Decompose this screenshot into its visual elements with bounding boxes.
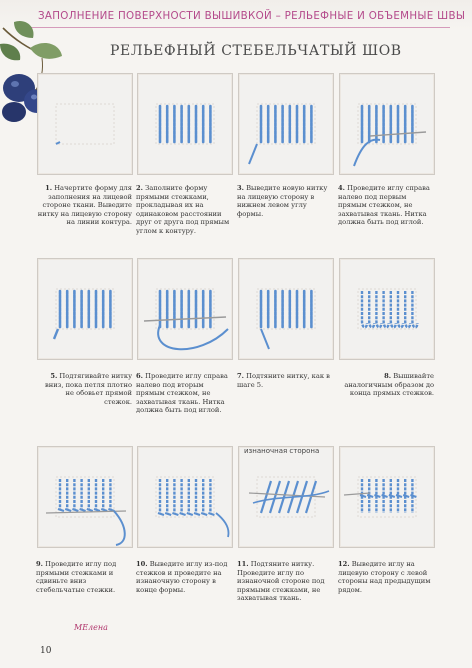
step-4-caption <box>338 184 434 227</box>
step-7-illustration <box>238 258 334 360</box>
step-text: Подтяните нитку. Проведите иглу по изнаночной стороне под прямыми стежками, не захватывая ткань. <box>237 560 325 603</box>
author-signature: МЕлена <box>74 623 108 632</box>
step-number: 5. <box>50 372 58 380</box>
step-2-illustration <box>137 73 233 175</box>
step-text: Проведите иглу справа налево под первым прямым стежком, не захватывая ткань. Нитка должна быть под иглой. <box>338 184 430 227</box>
step-number: 6. <box>136 372 143 380</box>
step-number: 2. <box>136 184 143 192</box>
step-number: 10. <box>136 560 148 568</box>
stitch-diagram <box>38 447 132 547</box>
stitch-diagram <box>138 74 232 174</box>
stitch-diagram <box>340 447 434 547</box>
step-6-caption <box>136 372 232 415</box>
stitch-diagram <box>38 74 132 174</box>
step-number: 3. <box>237 184 244 192</box>
stitch-diagram <box>138 447 232 547</box>
stitch-diagram <box>239 74 333 174</box>
step-12-illustration <box>339 446 435 548</box>
step-4-illustration <box>339 73 435 175</box>
step-8-caption <box>338 372 434 398</box>
wrong-side-label: изнаночная сторона <box>244 447 320 455</box>
step-number: 11. <box>237 560 249 568</box>
step-10-caption <box>136 560 232 594</box>
stitch-diagram <box>138 259 232 359</box>
step-1-illustration <box>37 73 133 175</box>
step-11-caption <box>237 560 333 603</box>
stitch-diagram <box>239 447 333 547</box>
step-3-caption <box>237 184 333 218</box>
step-2-caption <box>136 184 232 236</box>
page-number: 10 <box>40 646 52 656</box>
step-5-illustration <box>37 258 133 360</box>
step-text: Выведите иглу из-под стежков и проведите на изнаночную сторону в конце формы. <box>136 560 228 594</box>
page-title: РЕЛЬЕФНЫЙ СТЕБЕЛЬЧАТЫЙ ШОВ <box>110 43 402 59</box>
step-text: Выведите иглу на лицевую сторону с левой стороны над предыдущим рядом. <box>338 560 431 594</box>
step-7-caption <box>237 372 333 389</box>
step-number: 4. <box>338 184 345 192</box>
step-number: 7. <box>237 372 244 380</box>
step-text: Подтягивайте нитку вниз, пока петля плотно не обовьет прямой стежок. <box>45 372 132 406</box>
step-number: 1. <box>45 184 53 192</box>
step-text: Проведите иглу справа налево под вторым прямым стежком, не захватывая ткань. Нитка должна быть под иглой. <box>136 372 228 415</box>
step-8-illustration <box>339 258 435 360</box>
step-9-caption <box>36 560 132 594</box>
step-10-illustration <box>137 446 233 548</box>
step-9-illustration <box>37 446 133 548</box>
step-text: Подтяните нитку, как в шаге 5. <box>237 372 330 389</box>
step-5-caption <box>36 372 132 406</box>
step-6-illustration <box>137 258 233 360</box>
stitch-diagram <box>38 259 132 359</box>
stitch-diagram <box>340 259 434 359</box>
stitch-diagram <box>239 259 333 359</box>
step-12-caption <box>338 560 434 594</box>
step-text: Заполните форму прямыми стежками, прокладывая их на одинаковом расстоянии друг от друга под прямым углом к контуру. <box>136 184 230 235</box>
step-number: 9. <box>36 560 43 568</box>
step-11-illustration <box>238 446 334 548</box>
header-divider <box>20 27 450 28</box>
step-text: Выведите новую нитку на лицевую сторону в нижнем левом углу формы. <box>237 184 328 218</box>
step-3-illustration <box>238 73 334 175</box>
step-number: 8. <box>384 372 392 380</box>
section-heading: ЗАПОЛНЕНИЕ ПОВЕРХНОСТИ ВЫШИВКОЙ – РЕЛЬЕФНЫЕ И ОБЪЕМНЫЕ ШВЫ <box>38 10 466 22</box>
step-1-caption <box>36 184 132 227</box>
stitch-diagram <box>340 74 434 174</box>
step-number: 12. <box>338 560 350 568</box>
step-text: Проведите иглу под прямыми стежками и сдвиньте вниз стебельчатые стежки. <box>36 560 117 594</box>
step-text: Вышивайте аналогичным образом до конца прямых стежков. <box>344 372 434 398</box>
step-text: Начертите форму для заполнения на лицевой стороне ткани. Выведите нитку на лицевую сторону на линии контура. <box>37 184 132 227</box>
